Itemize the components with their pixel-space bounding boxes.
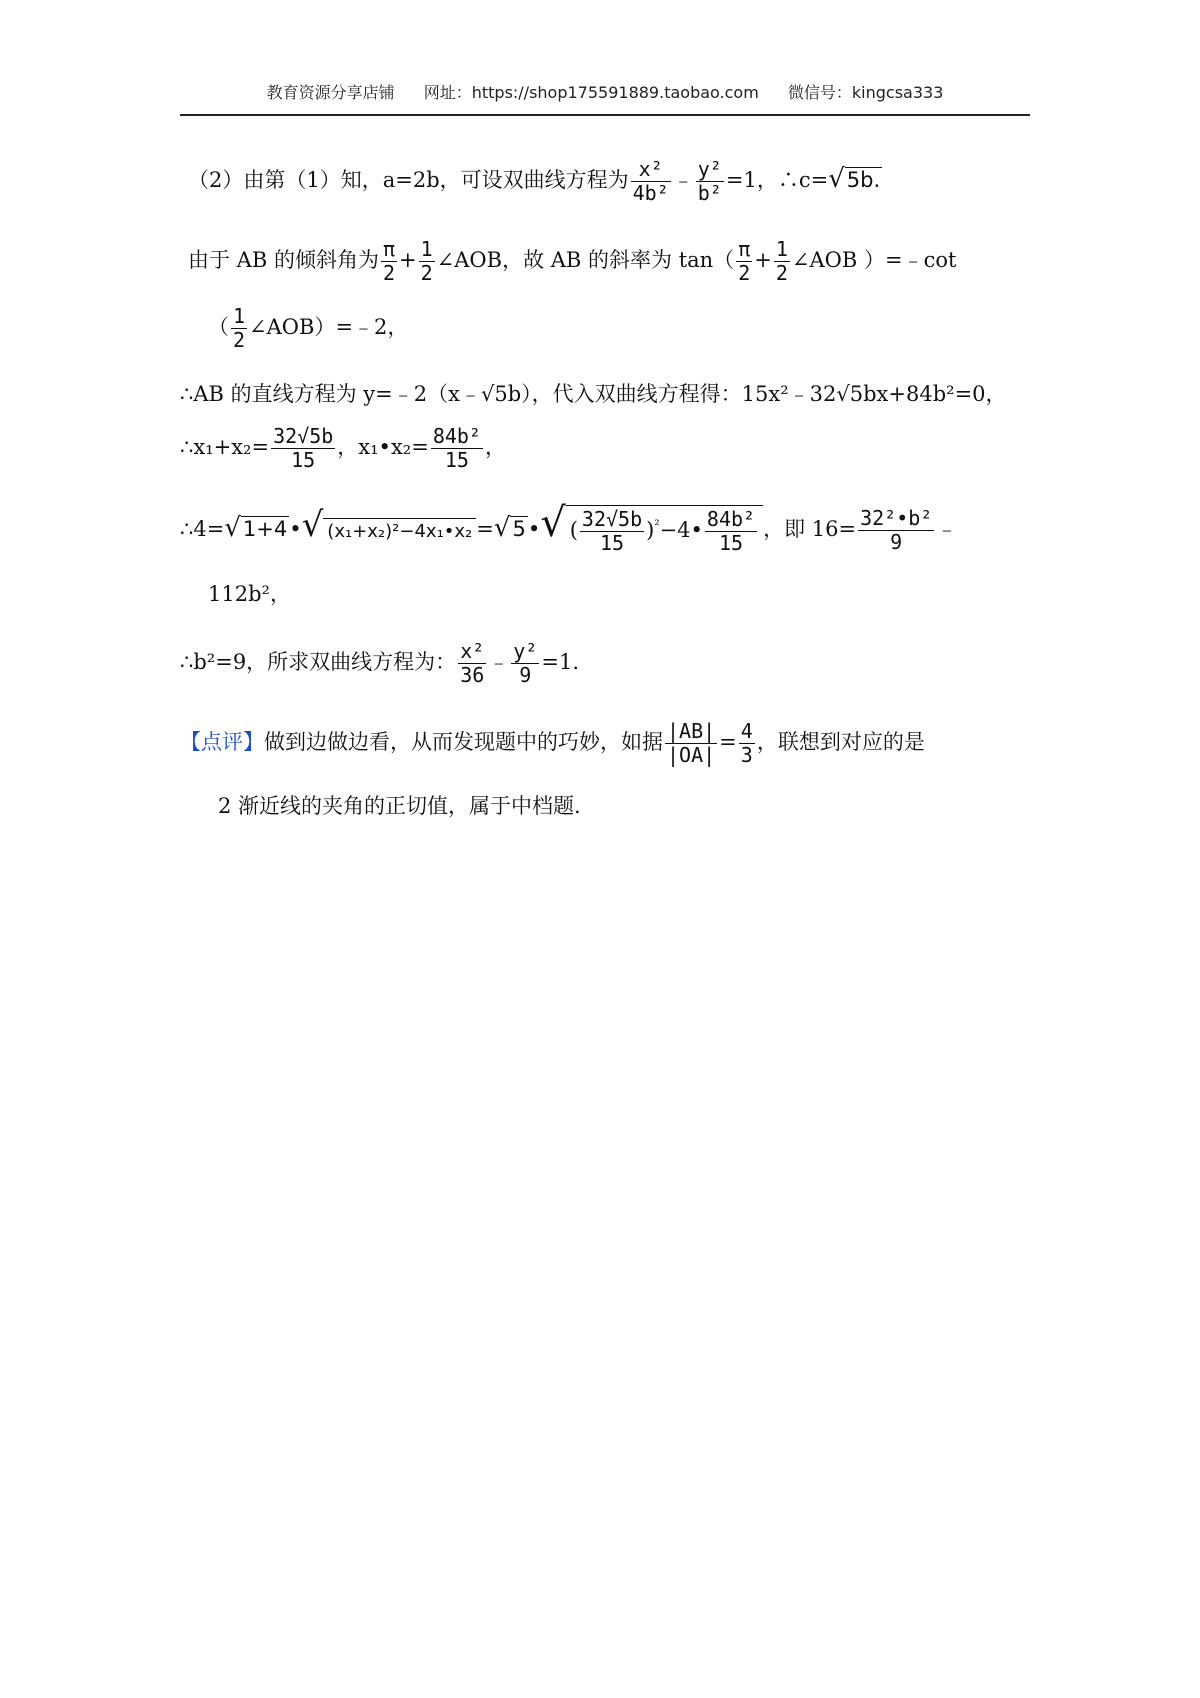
fraction-y2-9: $\frac{\text{y²}}{9}$ (513, 639, 538, 687)
fraction-ab-oa: $\frac{|AB|}{|OA|}$ (667, 719, 716, 767)
fraction-1-2: $\frac{1}{2}$ (420, 237, 433, 285)
fraction-4-3: $\frac{4}{3}$ (740, 719, 753, 767)
fraction-pi-2-b: $\frac{\pi}{2}$ (738, 237, 751, 285)
solution-line-3: （ $\frac{1}{2}$ ∠AOB）=﹣2， (208, 304, 409, 352)
comment-tag: 【点评】 (180, 730, 264, 754)
fraction-1-2-c: $\frac{1}{2}$ (233, 304, 246, 352)
fraction-x2-4b2: $\frac{\text{x²}}{\text{4b²}}$ (632, 157, 669, 205)
wechat-id: 微信号：kingcsa333 (787, 83, 944, 102)
shop-url: 网址：https://shop175591889.taobao.com (423, 83, 759, 102)
fraction-32r5b-15: $\frac{32√5b}{15}$ (273, 424, 334, 472)
solution-line-7: 112b²， (208, 582, 291, 606)
fraction-84b2-15: $\frac{\text{84b²}}{15}$ (432, 424, 481, 472)
solution-line-8: ∴b²=9，所求双曲线方程为： $\frac{\text{x²}}{36}$ ﹣ $\frac{\text{y²}}{9}$ =1. (180, 639, 580, 687)
fraction-y2-b2: $\frac{\text{y²}}{\text{b²}}$ (697, 157, 722, 205)
fraction-x2-36: $\frac{\text{x²}}{36}$ (460, 639, 485, 687)
solution-line-2: 由于 AB 的倾斜角为 $\frac{\pi}{2}$ + $\frac{1}{2}$ ∠AOB，故 AB 的斜率为 tan（ $\frac{\pi}{2}$ + $\frac{1}{2}$ ∠AOB ）=﹣cot (188, 237, 957, 285)
page-header (180, 80, 1030, 116)
solution-line-4: ∴AB 的直线方程为 y=﹣2（x﹣√5b），代入双曲线方程得：15x²﹣32√5bx+84b²=0， (180, 382, 1007, 406)
comment-line-2: 2 渐近线的夹角的正切值，属于中档题. (218, 794, 581, 818)
fraction-1-2-b: $\frac{1}{2}$ (775, 237, 788, 285)
fraction-32sq-b2-9: $\frac{\text{32²•b²}}{9}$ (860, 506, 933, 554)
comment-line-1: 【点评】做到边做边看，从而发现题中的巧妙，如据 $\frac{|AB|}{|OA|}$ = $\frac{4}{3}$ ，联想到对应的是 (180, 719, 925, 767)
solution-line-6: ∴4=√1+4•√ (x₁+x₂)²−4x₁•x₂ =√5•√ ( $\frac{32√5b}{15}$ )$^{^2}$−4• $\frac{\text{84b²}}{15}$ ，即 16= $\frac{\text{32²•b²}}{9}$ ﹣ (180, 500, 958, 555)
solution-line-5: ∴x₁+x₂= $\frac{32√5b}{15}$ ，x₁•x₂= $\frac{\text{84b²}}{15}$ ， (180, 424, 506, 472)
shop-name: 教育资源分享店铺 (266, 83, 395, 102)
solution-line-1: （2）由第（1）知，a=2b，可设双曲线方程为 $\frac{\text{x²}}{\text{4b²}}$ ﹣ $\frac{\text{y²}}{\text{b²}}$ =1，∴c=√5b. (188, 157, 881, 205)
fraction-pi-2: $\frac{\pi}{2}$ (382, 237, 395, 285)
root-expression: ( $\frac{32√5b}{15}$ )$^{^2}$−4• $\frac{\text{84b²}}{15}$ (566, 505, 763, 557)
